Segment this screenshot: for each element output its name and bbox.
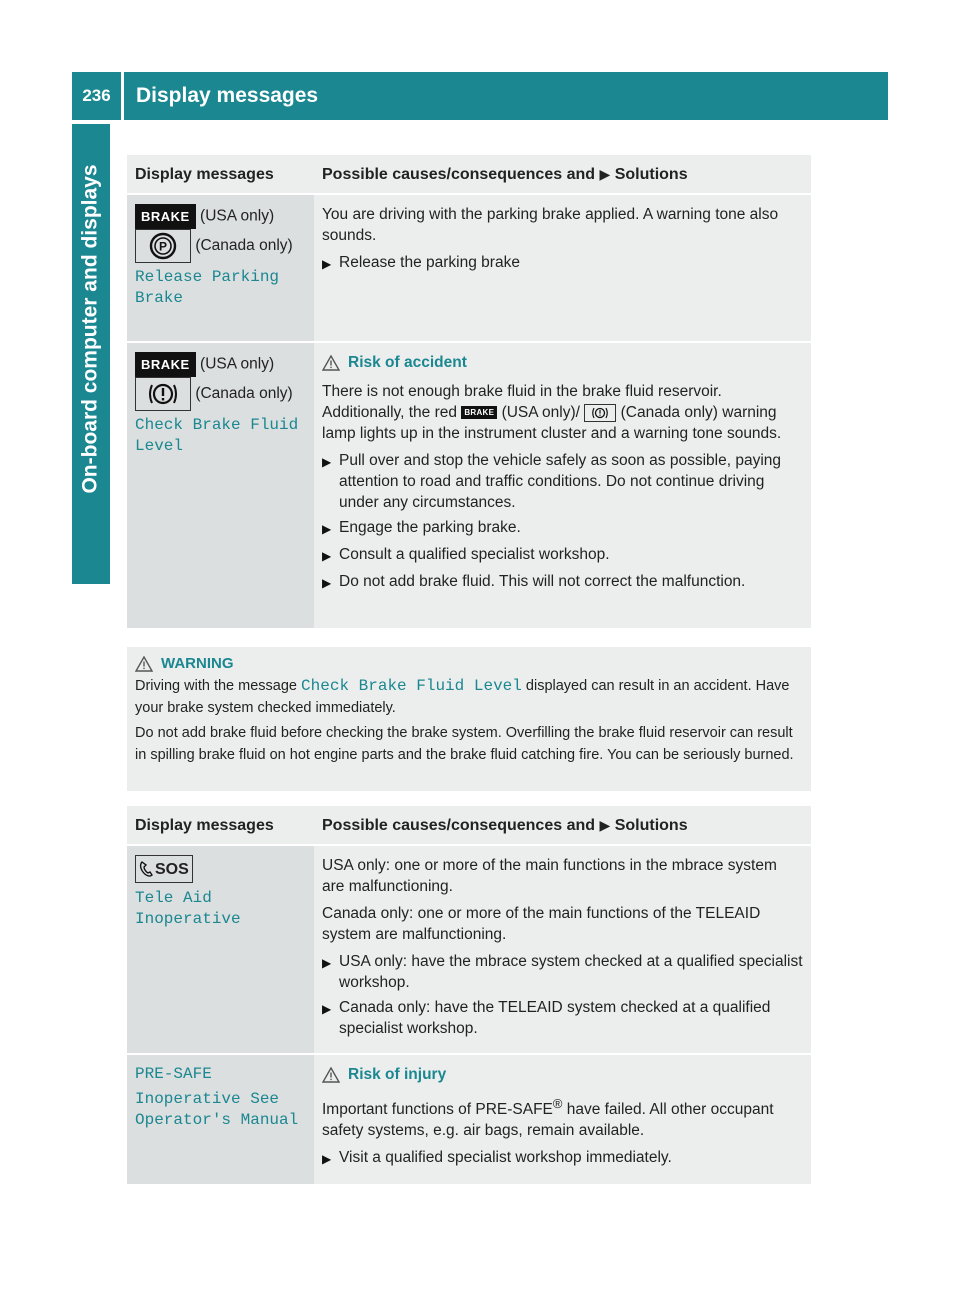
warning-triangle-icon (322, 355, 340, 371)
solution-step: ▶ Visit a qualified specialist workshop immediately. (322, 1147, 803, 1170)
column-header-causes: Possible causes/consequences and ▶ Solutions (314, 155, 811, 194)
brake-warning-icon: BRAKE (135, 352, 196, 377)
solution-cell: You are driving with the parking brake applied. A warning tone also sounds. ▶ Release the parking brake (314, 194, 811, 342)
column-header-causes: Possible causes/consequences and ▶ Solutions (314, 806, 811, 845)
display-message-cell: BRAKE (USA only) P (Canada only) Release Parking Brake (127, 194, 314, 342)
page-number: 236 (72, 72, 124, 120)
play-arrow-icon: ▶ (599, 817, 611, 833)
svg-text:P: P (158, 239, 168, 254)
risk-heading: Risk of accident (322, 352, 803, 373)
display-message-text: Check Brake Fluid Level (135, 416, 299, 455)
display-message-cell: BRAKE (USA only) (Canada only) Check Brake Fluid Level (127, 342, 314, 628)
display-messages-table-2 (127, 806, 811, 1184)
table-header-row (127, 806, 811, 845)
warning-heading: WARNING (135, 653, 803, 675)
display-message-text: Inoperative See Operator's Manual (135, 1090, 299, 1129)
warning-triangle-icon (135, 656, 153, 672)
column-header-display-messages: Display messages (127, 806, 314, 845)
risk-heading: Risk of injury (322, 1064, 803, 1085)
parking-brake-icon (135, 229, 191, 263)
section-label-wrap (72, 124, 110, 534)
brake-warning-icon: BRAKE (135, 204, 196, 229)
solution-step: ▶ Consult a qualified specialist workshop. (322, 544, 803, 567)
play-arrow-icon: ▶ (599, 166, 611, 182)
bullet-arrow-icon: ▶ (322, 956, 332, 970)
page-title: Display messages (136, 84, 319, 107)
table-row (127, 845, 811, 1054)
display-message-text: Release Parking Brake (135, 268, 280, 307)
column-header-display-messages: Display messages (127, 155, 314, 194)
solution-cell: USA only: one or more of the main functions in the mbrace system are malfunctioning. Canada only: one or more of the main functions of the TELEAID system are malfunctioning. ▶ USA only: have the mbrace system checked at a qualified specialist workshop. ▶ Canada only: have the TELEAID system checked at a qualified specialist workshop. (314, 845, 811, 1054)
table-row (127, 342, 811, 628)
solution-step: ▶ Canada only: have the TELEAID system checked at a qualified specialist workshop. (322, 999, 771, 1037)
page-header (72, 72, 888, 120)
bullet-arrow-icon: ▶ (322, 455, 332, 469)
display-message-cell (127, 845, 314, 1054)
bullet-arrow-icon: ▶ (322, 576, 332, 590)
display-message-text: PRE-SAFE (135, 1065, 212, 1083)
brake-fluid-warning-icon (135, 377, 191, 411)
solution-step: ▶ Do not add brake fluid. This will not correct the malfunction. (322, 571, 803, 594)
solution-step: ▶ Release the parking brake (322, 252, 803, 275)
bullet-arrow-icon: ▶ (322, 1152, 332, 1167)
section-tab (72, 530, 110, 584)
solution-step: ▶ Pull over and stop the vehicle safely as soon as possible, paying attention to road and traffic conditions. Do not continue driving under any circumstances. (322, 452, 782, 511)
table-row (127, 194, 811, 342)
display-message-text: Tele Aid Inoperative (135, 889, 241, 928)
warning-paragraph: Driving with the message Check Brake Fluid Level displayed can result in an accident. Have your brake system checked immediately. (135, 677, 790, 716)
bullet-arrow-icon: ▶ (322, 522, 332, 536)
bullet-arrow-icon: ▶ (322, 549, 332, 563)
section-label: On-board computer and displays (79, 164, 102, 494)
display-messages-table-1 (127, 155, 811, 628)
bullet-arrow-icon: ▶ (322, 1002, 332, 1016)
brake-fluid-warning-icon (584, 404, 616, 422)
brake-warning-icon: BRAKE (461, 406, 497, 419)
display-message-cell (127, 1054, 314, 1184)
bullet-arrow-icon: ▶ (322, 257, 332, 271)
solution-step: ▶ USA only: have the mbrace system checked at a qualified specialist workshop. (322, 953, 803, 991)
display-message-text: Check Brake Fluid Level (301, 677, 522, 695)
solution-cell: Risk of injury Important functions of PRE-SAFE® have failed. All other occupant safety systems, e.g. air bags, remain available. ▶ Visit a qualified specialist workshop immediately. (314, 1054, 811, 1184)
table-row (127, 1054, 811, 1184)
warning-box (127, 647, 811, 791)
warning-triangle-icon (322, 1067, 340, 1083)
table-header-row (127, 155, 811, 194)
sos-phone-icon: SOS (135, 855, 193, 883)
solution-cell: Risk of accident There is not enough brake fluid in the brake fluid reservoir. Additionally, the red BRAKE (USA only)/ (Canada only) warning lamp lights up in the instrument cluster and a warning tone sounds. ▶ Pull over and stop the vehicle safely as soon as possible, paying attention to road and traffic conditions. Do not continue driving under any circumstances. ▶ Engage the parking brake. ▶ Consult a qualified specialist workshop. ▶ Do not add brake fluid. This will not correct the malfunction. (314, 342, 811, 628)
solution-step: ▶ Engage the parking brake. (322, 517, 803, 540)
warning-paragraph: Do not add brake fluid before checking the brake system. Overfilling the brake fluid reservoir can result in spilling brake fluid on hot engine parts and the brake fluid catching fire. You can be seriously burned. (135, 725, 794, 763)
